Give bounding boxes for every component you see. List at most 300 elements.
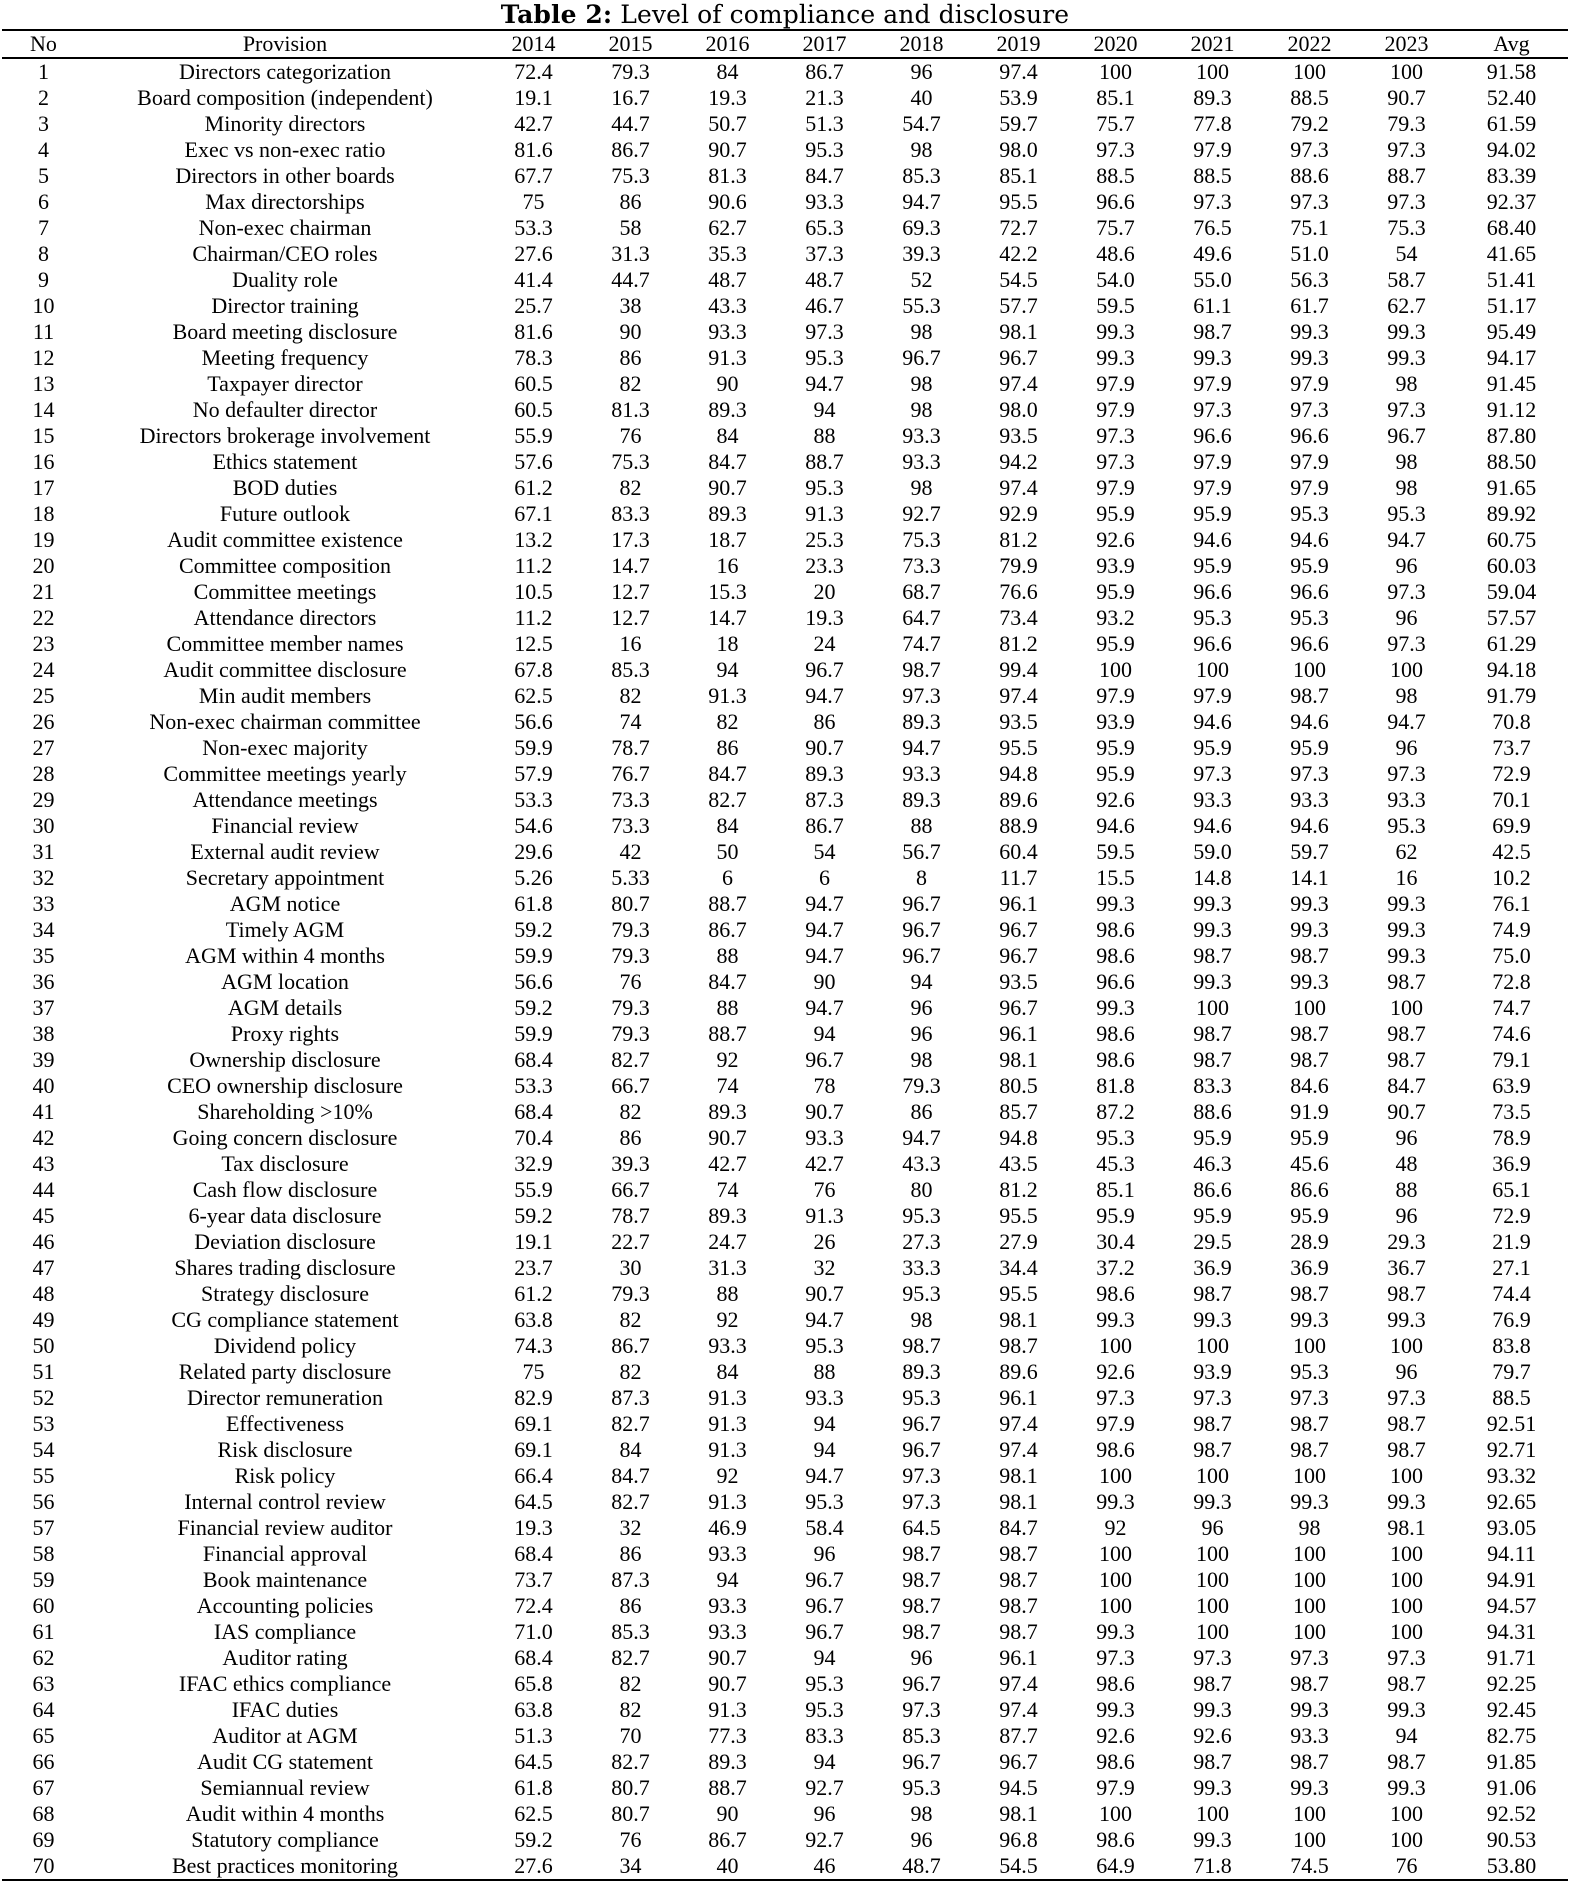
cell-2018: 69.3 [902, 215, 941, 240]
cell-no: 63 [32, 1671, 55, 1696]
cell-2015: 16 [619, 631, 642, 656]
cell-2023: 58.7 [1387, 267, 1426, 292]
cell-2014: 57.9 [514, 761, 553, 786]
cell-2023: 96 [1395, 735, 1418, 760]
table-row [2, 241, 1568, 267]
cell-2015: 79.3 [611, 1281, 650, 1306]
cell-2019: 96.1 [999, 1021, 1038, 1046]
cell-provision: Cash flow disclosure [192, 1177, 378, 1202]
cell-avg: 94.02 [1486, 137, 1537, 162]
cell-avg: 72.8 [1492, 969, 1531, 994]
cell-2017: 96 [813, 1801, 836, 1826]
cell-provision: Audit within 4 months [185, 1801, 385, 1826]
cell-2014: 56.6 [514, 969, 553, 994]
cell-2017: 88 [813, 1359, 836, 1384]
cell-2020: 95.9 [1096, 761, 1135, 786]
table-row [2, 1385, 1568, 1411]
cell-avg: 91.65 [1486, 475, 1537, 500]
cell-avg: 92.25 [1486, 1671, 1537, 1696]
cell-2017: 96.7 [805, 1593, 844, 1618]
cell-avg: 60.75 [1486, 527, 1537, 552]
cell-2022: 99.3 [1290, 1307, 1329, 1332]
cell-2023: 90.7 [1387, 85, 1426, 110]
table-row [2, 1827, 1568, 1853]
cell-2014: 42.7 [514, 111, 553, 136]
cell-2020: 99.3 [1096, 319, 1135, 344]
cell-2018: 33.3 [902, 1255, 941, 1280]
cell-2022: 95.9 [1290, 553, 1329, 578]
cell-2016: 19.3 [708, 85, 747, 110]
cell-2015: 42 [619, 839, 642, 864]
cell-avg: 78.9 [1492, 1125, 1531, 1150]
cell-2017: 95.3 [805, 1489, 844, 1514]
cell-2023: 62 [1395, 839, 1418, 864]
cell-2022: 74.5 [1261, 1853, 1358, 1880]
cell-2014: 75 [522, 1359, 545, 1384]
cell-2018: 64.5 [902, 1515, 941, 1540]
cell-2015: 81.3 [611, 397, 650, 422]
cell-2022: 100 [1293, 995, 1326, 1020]
cell-2017: 20 [813, 579, 836, 604]
table-row [2, 1541, 1568, 1567]
cell-avg: 91.79 [1486, 683, 1537, 708]
cell-no: 68 [32, 1801, 55, 1826]
cell-no: 7 [38, 215, 49, 240]
cell-2020: 45.3 [1096, 1151, 1135, 1176]
cell-2014: 59.2 [514, 1203, 553, 1228]
cell-2018: 93.3 [902, 761, 941, 786]
cell-2016: 86.7 [708, 1827, 747, 1852]
cell-2015: 86 [619, 345, 642, 370]
cell-2016: 90.6 [708, 189, 747, 214]
cell-2021: 100 [1196, 1541, 1229, 1566]
cell-no: 19 [32, 527, 55, 552]
cell-no: 30 [32, 813, 55, 838]
cell-2021: 99.3 [1193, 1827, 1232, 1852]
cell-2015: 86 [619, 1541, 642, 1566]
cell-2018: 98 [910, 371, 933, 396]
cell-2015: 82 [619, 1307, 642, 1332]
cell-2022: 98 [1298, 1515, 1321, 1540]
cell-2021: 100 [1196, 1567, 1229, 1592]
cell-provision: Committee meetings [193, 579, 377, 604]
cell-2020: 95.9 [1096, 501, 1135, 526]
cell-no: 34 [32, 917, 55, 942]
cell-2020: 48.6 [1096, 241, 1135, 266]
cell-avg: 69.9 [1492, 813, 1531, 838]
cell-no: 46 [32, 1229, 55, 1254]
cell-2019: 98.0 [999, 397, 1038, 422]
cell-2017: 24 [813, 631, 836, 656]
cell-2015: 87.3 [611, 1567, 650, 1592]
cell-2018: 96 [910, 1645, 933, 1670]
cell-2021: 100 [1196, 1593, 1229, 1618]
cell-2018: 75.3 [902, 527, 941, 552]
cell-2014: 73.7 [514, 1567, 553, 1592]
cell-2023: 99.3 [1387, 943, 1426, 968]
cell-2016: 35.3 [708, 241, 747, 266]
cell-2019: 97.4 [999, 683, 1038, 708]
cell-provision: Semiannual review [200, 1775, 370, 1800]
cell-2014: 68.4 [514, 1099, 553, 1124]
table-row [2, 1125, 1568, 1151]
cell-2016: 84 [716, 1359, 739, 1384]
cell-2023: 90.7 [1387, 1099, 1426, 1124]
cell-2021: 98.7 [1193, 319, 1232, 344]
cell-no: 51 [32, 1359, 55, 1384]
cell-no: 31 [32, 839, 55, 864]
cell-2021: 55.0 [1193, 267, 1232, 292]
table-row [2, 1801, 1568, 1827]
cell-2017: 95.3 [805, 1671, 844, 1696]
cell-2021: 95.9 [1193, 553, 1232, 578]
cell-2023: 93.3 [1387, 787, 1426, 812]
cell-2020: 99.3 [1096, 1307, 1135, 1332]
cell-2016: 84 [716, 423, 739, 448]
cell-2023: 99.3 [1387, 1489, 1426, 1514]
cell-2014: 82.9 [514, 1385, 553, 1410]
cell-2023: 98.7 [1387, 969, 1426, 994]
cell-2015: 78.7 [611, 735, 650, 760]
cell-2021: 99.3 [1193, 1307, 1232, 1332]
cell-2020: 100 [1099, 1463, 1132, 1488]
cell-provision: Non-exec chairman committee [149, 709, 421, 734]
cell-provision: 6-year data disclosure [188, 1203, 382, 1228]
cell-2017: 94.7 [805, 371, 844, 396]
cell-2017: 92.7 [805, 1775, 844, 1800]
cell-2018: 98 [910, 475, 933, 500]
cell-2015: 78.7 [611, 1203, 650, 1228]
table-row [2, 1255, 1568, 1281]
cell-2022: 61.7 [1290, 293, 1329, 318]
cell-2014: 13.2 [514, 527, 553, 552]
cell-2019: 73.4 [999, 605, 1038, 630]
cell-2022: 94.6 [1290, 709, 1329, 734]
cell-2021: 97.9 [1193, 137, 1232, 162]
cell-2016: 77.3 [708, 1723, 747, 1748]
cell-2018: 85.3 [902, 1723, 941, 1748]
cell-2022: 36.9 [1290, 1255, 1329, 1280]
cell-2016: 88.7 [708, 1775, 747, 1800]
cell-2023: 98.1 [1387, 1515, 1426, 1540]
cell-2014: 81.6 [514, 319, 553, 344]
cell-2015: 38 [619, 293, 642, 318]
cell-2014: 53.3 [514, 215, 553, 240]
cell-2018: 95.3 [902, 1385, 941, 1410]
cell-2023: 94.7 [1387, 527, 1426, 552]
cell-provision: Strategy disclosure [200, 1281, 370, 1306]
column-header-2022: 2022 [1261, 30, 1358, 58]
cell-2020: 97.9 [1096, 475, 1135, 500]
cell-provision: Future outlook [219, 501, 351, 526]
cell-2019: 42.2 [999, 241, 1038, 266]
cell-2016: 88 [716, 1281, 739, 1306]
cell-no: 52 [32, 1385, 55, 1410]
cell-2021: 99.3 [1193, 1697, 1232, 1722]
cell-2016: 82.7 [708, 787, 747, 812]
cell-2019: 95.5 [999, 1281, 1038, 1306]
cell-2016: 84.7 [708, 969, 747, 994]
cell-2018: 85.3 [902, 163, 941, 188]
cell-2017: 96.7 [805, 1567, 844, 1592]
cell-2016: 94 [716, 657, 739, 682]
cell-2016: 48.7 [708, 267, 747, 292]
cell-2016: 90 [716, 1801, 739, 1826]
cell-2019: 76.6 [999, 579, 1038, 604]
cell-2015: 82.7 [611, 1645, 650, 1670]
cell-2022: 91.9 [1290, 1099, 1329, 1124]
cell-2018: 96.7 [902, 345, 941, 370]
cell-2022: 94.6 [1290, 813, 1329, 838]
cell-2021: 97.9 [1193, 683, 1232, 708]
cell-2023: 84.7 [1387, 1073, 1426, 1098]
cell-2019: 96.7 [999, 995, 1038, 1020]
cell-2018: 95.3 [902, 1203, 941, 1228]
cell-2019: 85.1 [999, 163, 1038, 188]
cell-2017: 83.3 [805, 1723, 844, 1748]
cell-2014: 70.4 [514, 1125, 553, 1150]
cell-avg: 21.9 [1492, 1229, 1531, 1254]
cell-2021: 97.9 [1193, 449, 1232, 474]
cell-provision: Auditor rating [222, 1645, 348, 1670]
cell-2015: 76 [619, 423, 642, 448]
cell-avg: 92.37 [1486, 189, 1537, 214]
cell-avg: 74.7 [1492, 995, 1531, 1020]
cell-2023: 29.3 [1387, 1229, 1426, 1254]
cell-provision: No defaulter director [192, 397, 378, 422]
cell-2014: 61.2 [514, 1281, 553, 1306]
cell-2019: 98.0 [999, 137, 1038, 162]
cell-2016: 15.3 [708, 579, 747, 604]
cell-no: 35 [32, 943, 55, 968]
cell-2017: 65.3 [805, 215, 844, 240]
cell-no: 13 [32, 371, 55, 396]
cell-2015: 79.3 [611, 1021, 650, 1046]
cell-provision: Duality role [232, 267, 338, 292]
cell-2023: 98.7 [1387, 1021, 1426, 1046]
cell-2017: 93.3 [805, 1125, 844, 1150]
column-header-2017: 2017 [776, 30, 873, 58]
cell-2015: 86 [619, 1593, 642, 1618]
cell-avg: 61.29 [1486, 631, 1537, 656]
cell-2022: 93.3 [1290, 1723, 1329, 1748]
table-row [2, 1021, 1568, 1047]
cell-2018: 73.3 [902, 553, 941, 578]
cell-2019: 99.4 [999, 657, 1038, 682]
cell-no: 2 [38, 85, 49, 110]
cell-2014: 27.6 [514, 241, 553, 266]
cell-2014: 23.7 [514, 1255, 553, 1280]
cell-2014: 62.5 [514, 1801, 553, 1826]
cell-2017: 19.3 [805, 605, 844, 630]
cell-2014: 72.4 [514, 59, 553, 84]
cell-2016: 18.7 [708, 527, 747, 552]
cell-2023: 97.3 [1387, 189, 1426, 214]
cell-2016: 90.7 [708, 475, 747, 500]
cell-2023: 98 [1395, 449, 1418, 474]
cell-2016: 18 [716, 631, 739, 656]
cell-2016: 90.7 [708, 1125, 747, 1150]
cell-2020: 92 [1104, 1515, 1127, 1540]
cell-2018: 98.7 [902, 1567, 941, 1592]
cell-2018: 56.7 [902, 839, 941, 864]
cell-2023: 48 [1395, 1151, 1418, 1176]
column-header-2018: 2018 [873, 30, 970, 58]
cell-2015: 80.7 [611, 891, 650, 916]
cell-2023: 100 [1390, 1463, 1423, 1488]
cell-2022: 99.3 [1290, 1775, 1329, 1800]
cell-2021: 88.6 [1193, 1099, 1232, 1124]
cell-2014: 32.9 [514, 1151, 553, 1176]
cell-2021: 59.0 [1193, 839, 1232, 864]
cell-2014: 19.3 [514, 1515, 553, 1540]
cell-2015: 12.7 [611, 605, 650, 630]
cell-2015: 86.7 [611, 1333, 650, 1358]
cell-2023: 97.3 [1387, 631, 1426, 656]
cell-2019: 98.1 [999, 1307, 1038, 1332]
cell-2018: 93.3 [902, 449, 941, 474]
cell-2018: 52 [910, 267, 933, 292]
cell-2020: 100 [1099, 1567, 1132, 1592]
cell-2017: 37.3 [805, 241, 844, 266]
cell-2021: 97.9 [1193, 475, 1232, 500]
cell-2021: 96.6 [1193, 631, 1232, 656]
cell-no: 65 [32, 1723, 55, 1748]
cell-2015: 79.3 [611, 917, 650, 942]
cell-2016: 91.3 [708, 1697, 747, 1722]
cell-2018: 97.3 [902, 1697, 941, 1722]
cell-2019: 98.1 [999, 1801, 1038, 1826]
cell-2018: 96 [910, 1827, 933, 1852]
cell-2021: 93.3 [1193, 787, 1232, 812]
cell-provision: Committee member names [166, 631, 404, 656]
cell-2016: 86.7 [708, 917, 747, 942]
cell-2023: 97.3 [1387, 137, 1426, 162]
cell-provision: Dividend policy [213, 1333, 357, 1358]
cell-provision: Audit CG statement [197, 1749, 373, 1774]
cell-no: 28 [32, 761, 55, 786]
cell-2018: 98.7 [902, 1333, 941, 1358]
cell-2014: 68.4 [514, 1047, 553, 1072]
cell-no: 64 [32, 1697, 55, 1722]
cell-avg: 52.40 [1486, 85, 1537, 110]
cell-2020: 97.9 [1096, 683, 1135, 708]
cell-2023: 99.3 [1387, 1775, 1426, 1800]
cell-2018: 96.7 [902, 1749, 941, 1774]
cell-2019: 96.1 [999, 1645, 1038, 1670]
cell-2022: 97.3 [1290, 397, 1329, 422]
cell-avg: 42.5 [1492, 839, 1531, 864]
cell-2021: 88.5 [1193, 163, 1232, 188]
cell-2014: 25.7 [514, 293, 553, 318]
cell-2016: 92 [716, 1463, 739, 1488]
cell-2018: 94.7 [902, 189, 941, 214]
cell-2019: 81.2 [999, 631, 1038, 656]
cell-provision: Attendance directors [193, 605, 377, 630]
table-row [2, 423, 1568, 449]
cell-2014: 81.6 [514, 137, 553, 162]
cell-no: 45 [32, 1203, 55, 1228]
cell-provision: Financial review auditor [177, 1515, 393, 1540]
cell-2022: 99.3 [1290, 1697, 1329, 1722]
cell-2016: 46.9 [708, 1515, 747, 1540]
cell-provision: Meeting frequency [201, 345, 369, 370]
cell-provision: Shares trading disclosure [174, 1255, 396, 1280]
cell-2015: 80.7 [611, 1801, 650, 1826]
table-row [2, 631, 1568, 657]
cell-2023: 88.7 [1387, 163, 1426, 188]
cell-2021: 98.7 [1193, 1671, 1232, 1696]
cell-provision: Non-exec chairman [198, 215, 372, 240]
cell-2014: 60.5 [514, 397, 553, 422]
cell-provision: Timely AGM [225, 917, 345, 942]
cell-2021: 100 [1196, 1463, 1229, 1488]
cell-2019: 79.9 [999, 553, 1038, 578]
cell-2015: 82 [619, 475, 642, 500]
cell-2015: 17.3 [611, 527, 650, 552]
cell-2019: 98.1 [999, 1047, 1038, 1072]
cell-2021: 61.1 [1193, 293, 1232, 318]
cell-2014: 72.4 [514, 1593, 553, 1618]
cell-2022: 100 [1293, 1827, 1326, 1852]
cell-provision: Book maintenance [202, 1567, 368, 1592]
cell-provision: Minority directors [204, 111, 366, 136]
table-row [2, 865, 1568, 891]
cell-2019: 96.1 [999, 891, 1038, 916]
cell-2019: 34.4 [999, 1255, 1038, 1280]
cell-2015: 31.3 [611, 241, 650, 266]
cell-2020: 99.3 [1096, 995, 1135, 1020]
cell-2018: 8 [916, 865, 927, 890]
cell-2017: 96.7 [805, 1047, 844, 1072]
table-row [2, 319, 1568, 345]
cell-2014: 75 [522, 189, 545, 214]
cell-2022: 98.7 [1290, 1749, 1329, 1774]
cell-2022: 97.3 [1290, 1645, 1329, 1670]
cell-no: 47 [32, 1255, 55, 1280]
cell-2019: 96.7 [999, 1749, 1038, 1774]
cell-2016: 86 [716, 735, 739, 760]
table-row [2, 1749, 1568, 1775]
cell-provision: Financial review [211, 813, 359, 838]
cell-avg: 41.65 [1486, 241, 1537, 266]
cell-no: 43 [32, 1151, 55, 1176]
cell-2018: 96.7 [902, 891, 941, 916]
cell-2019: 95.5 [999, 1203, 1038, 1228]
cell-2016: 93.3 [708, 1541, 747, 1566]
table-row [2, 345, 1568, 371]
cell-2017: 94 [813, 1021, 836, 1046]
cell-2015: 82.7 [611, 1047, 650, 1072]
cell-2015: 39.3 [611, 1151, 650, 1176]
cell-2015: 70 [619, 1723, 642, 1748]
cell-2018: 86 [910, 1099, 933, 1124]
cell-2015: 86 [619, 189, 642, 214]
table-header-row [2, 30, 1568, 58]
cell-2016: 40 [679, 1853, 776, 1880]
cell-2023: 79.3 [1387, 111, 1426, 136]
cell-provision: Audit committee existence [167, 527, 403, 552]
cell-2020: 85.1 [1096, 85, 1135, 110]
table-row [2, 969, 1568, 995]
cell-2021: 99.3 [1193, 891, 1232, 916]
cell-2021: 99.3 [1193, 917, 1232, 942]
cell-2015: 83.3 [611, 501, 650, 526]
cell-2021: 94.6 [1193, 527, 1232, 552]
cell-2015: 84.7 [611, 1463, 650, 1488]
cell-2015: 12.7 [611, 579, 650, 604]
cell-avg: 57.57 [1486, 605, 1537, 630]
